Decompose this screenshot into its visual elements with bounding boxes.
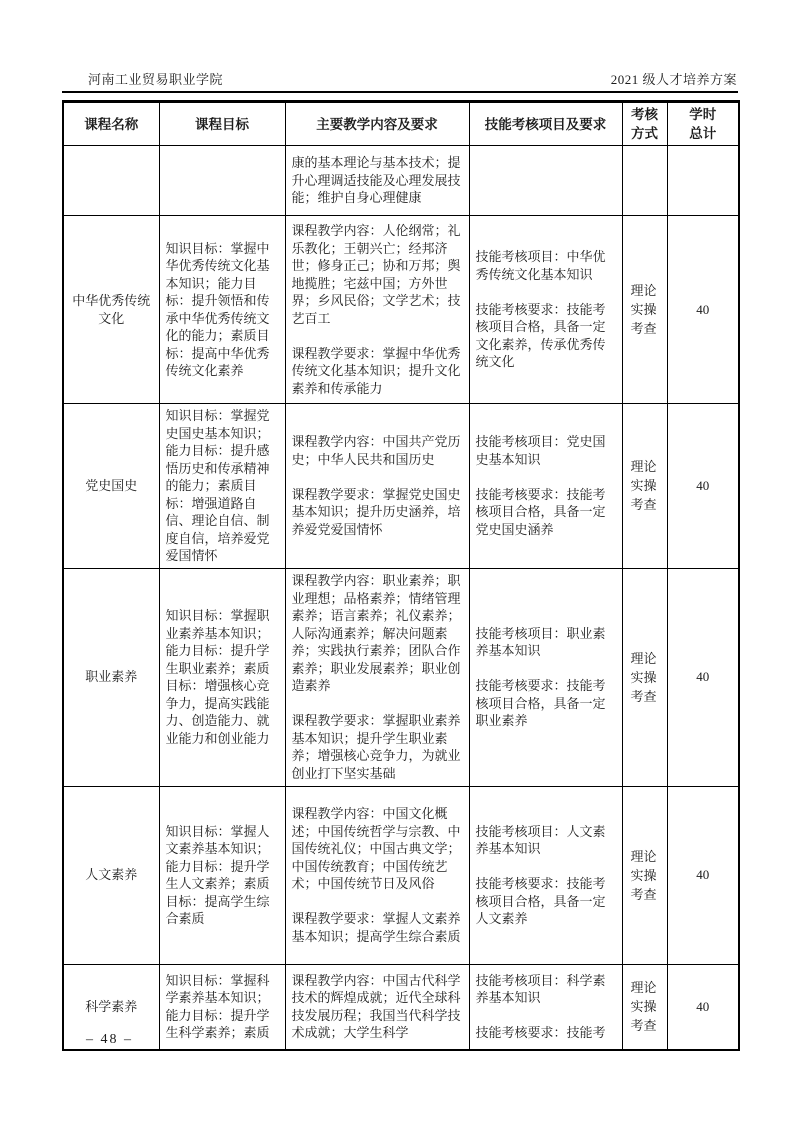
course-table <box>62 100 740 1051</box>
col-header-hours: 学时总计 <box>667 102 739 146</box>
cell-course-name: 党史国史 <box>63 404 159 569</box>
cell-teaching-content: 课程教学内容：中国共产党历史；中华人民共和国历史 课程教学要求：掌握党史国史基本知识；提升历史涵养，培养爱党爱国情怀 <box>285 404 469 569</box>
col-header-teaching-content: 主要教学内容及要求 <box>285 102 469 146</box>
cell-assessment <box>469 146 622 216</box>
col-header-assessment: 技能考核项目及要求 <box>469 102 622 146</box>
cell-assessment: 技能考核项目：职业素养基本知识 技能考核要求：技能考核项目合格，具备一定职业素养 <box>469 568 622 786</box>
table-row-professional-literacy <box>63 568 739 786</box>
table-row-humanistic-literacy <box>63 786 739 964</box>
cell-teaching-content: 课程教学内容：中国古代科学技术的辉煌成就；近代全球科技发展历程；我国当代科学技术成就；大学生科学 <box>285 964 469 1050</box>
cell-course-name: 中华优秀传统文化 <box>63 216 159 404</box>
cell-method: 理论实操考查 <box>622 216 667 404</box>
header-rule <box>62 91 738 93</box>
col-header-objectives: 课程目标 <box>159 102 285 146</box>
cell-objectives: 知识目标：掌握党史国史基本知识；能力目标：提升感悟历史和传承精神的能力；素质目标：增强道路自信、理论自信、制度自信，培养爱党爱国情怀 <box>159 404 285 569</box>
cell-objectives <box>159 146 285 216</box>
page-header-school: 河南工业贸易职业学院 <box>88 72 224 87</box>
table-row-traditional-culture <box>63 216 739 404</box>
cell-method: 理论实操考查 <box>622 964 667 1050</box>
cell-teaching-content: 课程教学内容：中国文化概述；中国传统哲学与宗教、中国传统礼仪；中国古典文学；中国传统教育；中国传统艺术；中国传统节日及风俗 课程教学要求：掌握人文素养基本知识；提高学生综合素质 <box>285 786 469 964</box>
table-header-row <box>63 102 739 146</box>
cell-teaching-content: 康的基本理论与基本技术；提升心理调适技能及心理发展技能；维护自身心理健康 <box>285 146 469 216</box>
cell-course-name: 科学素养 <box>63 964 159 1050</box>
cell-hours: 40 <box>667 216 739 404</box>
cell-teaching-content: 课程教学内容：人伦纲常；礼乐教化；王朝兴亡；经邦济世；修身正己；协和万邦；舆地揽胜；宅兹中国；方外世界；乡风民俗；文学艺术；技艺百工 课程教学要求：掌握中华优秀传统文化基本知识；提升文化素养和传承能力 <box>285 216 469 404</box>
cell-hours: 40 <box>667 568 739 786</box>
col-header-course-name: 课程名称 <box>63 102 159 146</box>
cell-method: 理论实操考查 <box>622 404 667 569</box>
cell-assessment: 技能考核项目：中华优秀传统文化基本知识 技能考核要求：技能考核项目合格，具备一定文化素养，传承优秀传统文化 <box>469 216 622 404</box>
cell-objectives: 知识目标：掌握科学素养基本知识；能力目标：提升学生科学素养；素质 <box>159 964 285 1050</box>
cell-hours: 40 <box>667 404 739 569</box>
cell-course-name: 职业素养 <box>63 568 159 786</box>
cell-hours: 40 <box>667 786 739 964</box>
cell-hours: 40 <box>667 964 739 1050</box>
page-header-program: 2021 级人才培养方案 <box>610 72 737 87</box>
page-number: – 48 – <box>86 1032 133 1047</box>
cell-course-name: 人文素养 <box>63 786 159 964</box>
table-row-psych-continuation <box>63 146 739 216</box>
cell-objectives: 知识目标：掌握中华优秀传统文化基本知识；能力目标：提升领悟和传承中华优秀传统文化的能力；素质目标：提高中华优秀传统文化素养 <box>159 216 285 404</box>
cell-method: 理论实操考查 <box>622 786 667 964</box>
cell-method: 理论实操考查 <box>622 568 667 786</box>
cell-method <box>622 146 667 216</box>
cell-objectives: 知识目标：掌握人文素养基本知识；能力目标：提升学生人文素养；素质目标：提高学生综合素质 <box>159 786 285 964</box>
cell-assessment: 技能考核项目：科学素养基本知识 技能考核要求：技能考 <box>469 964 622 1050</box>
table-row-scientific-literacy <box>63 964 739 1050</box>
cell-assessment: 技能考核项目：人文素养基本知识 技能考核要求：技能考核项目合格，具备一定人文素养 <box>469 786 622 964</box>
cell-teaching-content: 课程教学内容：职业素养；职业理想；品格素养；情绪管理素养；语言素养；礼仪素养；人际沟通素养；解决问题素养；实践执行素养；团队合作素养；职业发展素养；职业创造素养 课程教学要求：掌握职业素养基本知识；提升学生职业素养；增强核心竞争力，为就业创业打下坚实基础 <box>285 568 469 786</box>
cell-assessment: 技能考核项目：党史国史基本知识 技能考核要求：技能考核项目合格，具备一定党史国史涵养 <box>469 404 622 569</box>
cell-objectives: 知识目标：掌握职业素养基本知识；能力目标：提升学生职业素养；素质目标：增强核心竞争力，提高实践能力、创造能力、就业能力和创业能力 <box>159 568 285 786</box>
cell-hours <box>667 146 739 216</box>
table-row-party-history <box>63 404 739 569</box>
cell-course-name <box>63 146 159 216</box>
col-header-method: 考核方式 <box>622 102 667 146</box>
